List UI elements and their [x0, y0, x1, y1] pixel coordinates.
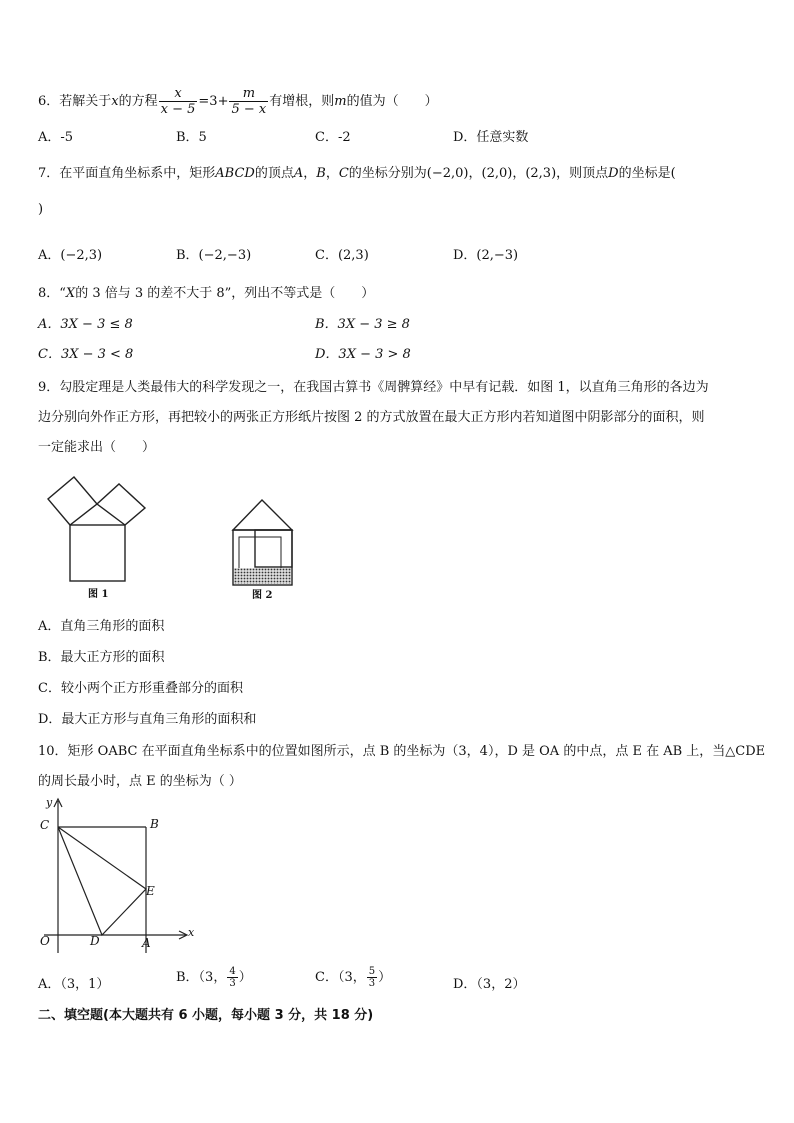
figure-1-label: 图 1	[88, 589, 109, 600]
q6-text-2: 的方程	[118, 94, 158, 109]
fig-label-y: y	[46, 796, 53, 809]
q7-point-c: C	[338, 166, 349, 181]
question-10-line2: 的周长最小时，点 E 的坐标为（ ）	[38, 774, 242, 789]
q6-fraction-1	[159, 86, 198, 117]
q6-text: 6．若解关于	[38, 94, 112, 109]
q6-option-b[interactable]: B．5	[176, 130, 207, 145]
question-8-stem	[38, 282, 374, 301]
q10-option-a[interactable]: A．（3，1）	[38, 977, 110, 992]
figure-2-label: 图 2	[252, 590, 273, 601]
q7-option-a[interactable]: A．(−2,3)	[38, 248, 103, 263]
q8-text-2: 的 3 倍与 3 的差不大于 8”，列出不等式是（ ）	[75, 286, 375, 301]
question-9-line2: 边分别向外作正方形，再把较小的两张正方形纸片按图 2 的方式放置在最大正方形内若知道图中阴影部分的面积，则	[38, 410, 705, 425]
q7-point-b: B	[316, 166, 326, 181]
q7-text-c: 的坐标分别为(−2,0)，(2,0)，(2,3)，则顶点	[348, 166, 609, 181]
q8-option-b[interactable]: B．3X − 3 ≥ 8	[315, 317, 410, 332]
fig-label-x: x	[188, 926, 195, 939]
frac-num: m	[229, 86, 268, 102]
fig-label-o: O	[40, 934, 50, 948]
q10-option-c[interactable]	[315, 966, 391, 989]
fig-label-b: B	[150, 817, 159, 831]
q9-option-d[interactable]: D．最大正方形与直角三角形的面积和	[38, 712, 257, 727]
q7-option-d[interactable]: D．(2,−3)	[453, 248, 519, 263]
opt-text: ）	[238, 970, 252, 985]
q7-sep: ，	[325, 166, 339, 181]
frac-num: 4	[229, 966, 236, 977]
question-9-line3: 一定能求出（ ）	[38, 440, 156, 455]
fig-label-d: D	[90, 934, 100, 948]
q9-option-c[interactable]: C．较小两个正方形重叠部分的面积	[38, 681, 243, 696]
q8-option-d[interactable]: D．3X − 3 > 8	[315, 347, 411, 362]
opt-text: C．（3，	[315, 970, 366, 985]
frac-num: x	[159, 86, 198, 102]
frac-den: 3	[368, 978, 376, 989]
q7-text: 7．在平面直角坐标系中，矩形	[38, 166, 216, 181]
figure-1-pythagoras	[38, 470, 218, 605]
frac-den: 5 − x	[231, 102, 267, 117]
q8-var-x: X	[65, 286, 76, 301]
q8-option-c[interactable]: C．3X − 3 < 8	[38, 347, 134, 362]
q6-var-x: x	[111, 94, 119, 109]
q6-fraction-2	[229, 86, 268, 117]
q7-point-a: A	[293, 166, 304, 181]
question-9-line1: 9．勾股定理是人类最伟大的科学发现之一，在我国古算书《周髀算经》中早有记载．如图 1，以直角三角形的各边为	[38, 380, 709, 395]
q10-option-d[interactable]: D．（3，2）	[453, 977, 526, 992]
q9-option-b[interactable]: B．最大正方形的面积	[38, 650, 165, 665]
q6-eq: =3+	[198, 94, 229, 109]
frac-num: 5	[368, 966, 376, 977]
q6-text-3: 有增根，则	[269, 94, 335, 109]
frac-den: 3	[229, 978, 236, 989]
opt-text: B．（3，	[176, 970, 227, 985]
question-7-stem	[38, 162, 676, 181]
fig-label-e: E	[146, 884, 155, 898]
q6-text-4: 的值为（ ）	[346, 94, 438, 109]
q7-abcd: ABCD	[215, 166, 255, 181]
q6-option-a[interactable]: A．-5	[38, 130, 74, 145]
question-10-line1: 10．矩形 OABC 在平面直角坐标系中的位置如图所示，点 B 的坐标为（3，4），D 是 OA 的中点，点 E 在 AB 上，当△CDE	[38, 744, 766, 759]
fig-label-c: C	[40, 818, 50, 832]
q9-option-a[interactable]: A．直角三角形的面积	[38, 619, 165, 634]
fig-label-a: A	[142, 936, 151, 950]
q7-option-b[interactable]: B．(−2,−3)	[176, 248, 252, 263]
q7-point-d: D	[608, 166, 619, 181]
question-7-stem-line2: )	[38, 202, 44, 217]
question-6-stem	[38, 86, 438, 117]
q6-option-d[interactable]: D．任意实数	[453, 130, 529, 145]
figure-2-shaded	[228, 490, 298, 590]
q6-option-c[interactable]: C．-2	[315, 130, 351, 145]
q8-text: 8．“	[38, 286, 66, 301]
frac-4-3	[227, 966, 237, 989]
q7-option-c[interactable]: C．(2,3)	[315, 248, 369, 263]
q7-text-b: 的顶点	[254, 166, 294, 181]
section-2-heading: 二、填空题(本大题共有 6 小题，每小题 3 分，共 18 分)	[38, 1008, 374, 1023]
opt-text: ）	[378, 970, 392, 985]
q6-var-m: m	[334, 94, 347, 109]
q10-coordinate-figure	[36, 795, 206, 955]
q7-text-d: 的坐标是(	[618, 166, 676, 181]
q7-sep: ，	[303, 166, 317, 181]
q8-option-a[interactable]: A．3X − 3 ≤ 8	[38, 317, 133, 332]
frac-den: x − 5	[160, 102, 196, 117]
frac-5-3	[367, 966, 377, 989]
q10-option-b[interactable]	[176, 966, 252, 989]
